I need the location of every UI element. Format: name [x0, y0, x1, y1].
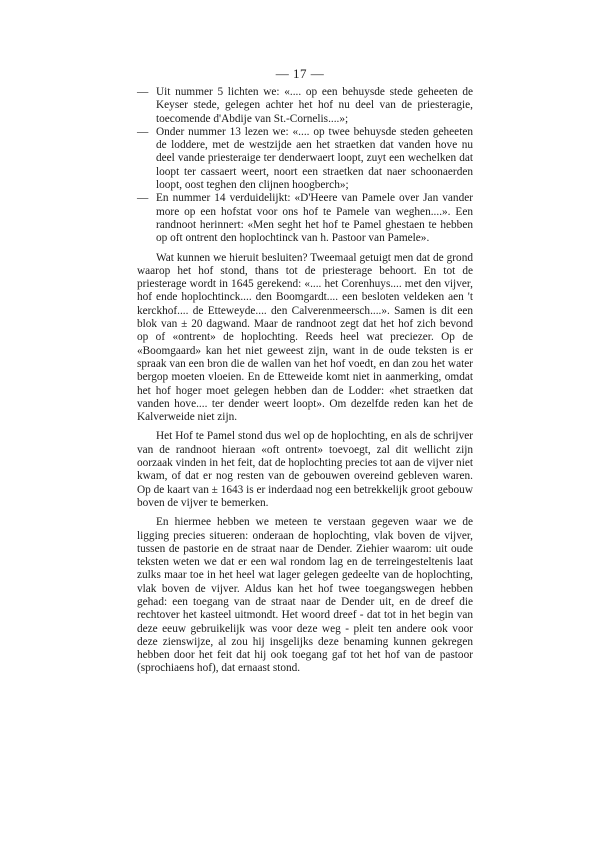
bullet-item-2 — [137, 126, 473, 192]
bullet-text: Uit nummer 5 lichten we: «.... op een behuysde stede geheeten de Keyser stede, gelegen achter het hof nu deel van de priesteragie, toecomende d'Abdije van St.-Cornelis....»; — [156, 86, 473, 125]
bullet-dash: — — [137, 125, 149, 138]
bullet-dash: — — [137, 192, 149, 205]
bullet-item-3 — [137, 192, 473, 245]
bullet-text: En nummer 14 verduidelijkt: «D'Heere van Pamele over Jan vander more op een hofstat voor ons hof te Pamele van weghen....». Een randnoot herinnert: «Men seght het hof te Pamel ghestaen te hebben op oft ontrent den hoplochtinck van h. Pastoor van Pamele». — [156, 192, 473, 245]
paragraph-1: Wat kunnen we hieruit besluiten? Tweemaal getuigt men dat de grond waarop het hof stond, thans tot de priesterage behoort. En tot de priesterage wordt in 1645 gerekend: «.... het Corenhuys.... met den vijver, hof ende hoplochtinck.... den Boomgardt.... een besloten veldeken aen 't kerckhof.... de Etteweyde.... den Calverenmeersch....». Samen is dit een blok van ± 20 dagwand. Maar de randnoot zegt dat het hof zich bevond op of «ontrent» de hoplochting. Reeds heel wat preciezer. Op de «Boomgaard» kan het niet geweest zijn, want in de oude teksten is er spraak van een bron die de wallen van het hof voedt, en dan zou het water bergop moeten vloeien. En de Etteweide komt niet in aanmerking, omdat het hof hoger moet gelegen hebben dan de Lodder: «het straetken dat vanden hove.... ter dender weert loopt». Om dezelfde reden kan het de Kalverweide niet zijn. — [137, 251, 473, 424]
bullet-dash: — — [137, 86, 149, 98]
paragraph-2: Het Hof te Pamel stond dus wel op de hoplochting, en als de schrijver van de randnoot hieraan «oft ontrent» toevoegt, zal dit wellicht zijn oorzaak vinden in het feit, dat de hoplochting precies tot aan de vijver niet kwam, of dat er nog resten van de gebouwen overeind gebleven waren. Op de kaart van ± 1643 is er inderdaad nog een betrekkelijk groot gebouw boven de vijver te bemerken. — [137, 430, 473, 509]
bullet-item-1 — [137, 86, 473, 126]
body-text — [137, 86, 473, 676]
page-number: — 17 — — [275, 66, 325, 81]
bullet-text: Onder nummer 13 lezen we: «.... op twee behuysde steden geheeten de loddere, met de westzijde aen het straetken dat vanden hove nu deel vande priesteraige ter denderwaert loopt, zuyt een wechelken dat loopt ter cassaert weert, noort een straetken dat naer schoonaerden loopt, oost teghen den clijnen hoogberch»; — [156, 125, 473, 192]
paragraph-3: En hiermee hebben we meteen te verstaan gegeven waar we de ligging precies situeren: onderaan de hoplochting, vlak boven de vijver, tussen de pastorie en de straat naar de Dender. Ziehier waarom: uit oude teksten weten we dat er een wal rondom lag en de terreingesteltenis laat zulks maar toe in het heel wat lager gelegen gedeelte van de hoplochting, vlak boven de vijver. Aldus kan het hof twee toegangswegen hebben gehad: een toegang van de straat naar de Dender uit, en de dreef die rechtover het kasteel uitmondt. Het woord dreef - dat tot in het begin van deze eeuw gebruikelijk was voor deze weg - pleit ten andere ook voor deze zienswijze, al zou hij insgelijks deze benaming kunnen gekregen hebben door het feit dat hij ook toegang gaf tot het hof van de pastoor (sprochiaens hof), dat ernaast stond. — [137, 516, 473, 675]
